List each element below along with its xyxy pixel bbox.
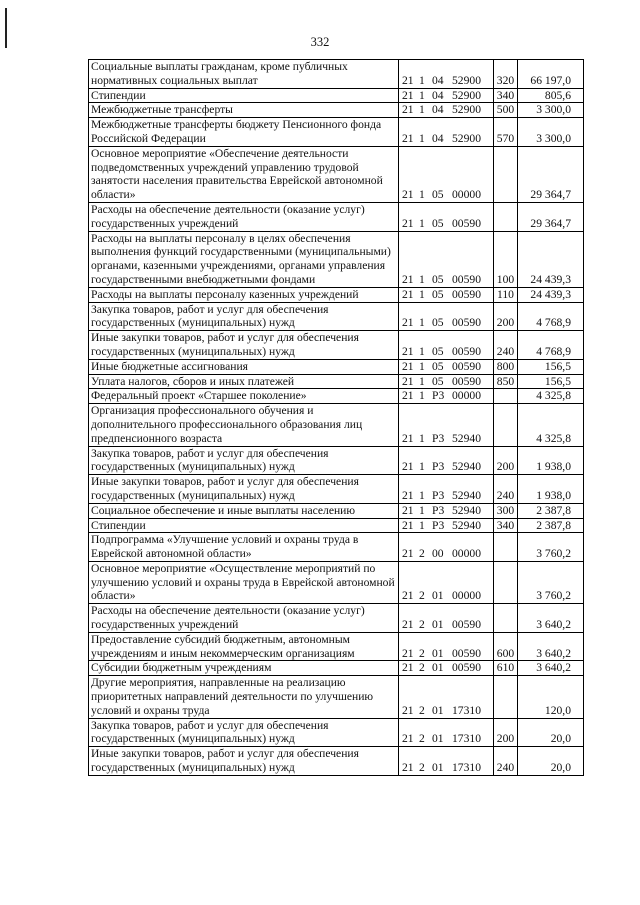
code-part: 21 — [402, 188, 414, 202]
target-code — [399, 533, 494, 562]
table-row — [89, 374, 584, 389]
row-name: Федеральный проект «Старшее поколение» — [89, 389, 399, 404]
code-part: 1 — [419, 518, 425, 532]
code-part: 05 — [432, 359, 444, 373]
code-part: 21 — [402, 374, 414, 388]
code-part: 21 — [402, 488, 414, 502]
expense-type: 800 — [494, 359, 518, 374]
target-code — [399, 202, 494, 231]
target-code — [399, 60, 494, 89]
code-part: 21 — [402, 646, 414, 660]
table-row — [89, 103, 584, 118]
code-part: 00000 — [452, 188, 481, 202]
code-part: 1 — [419, 503, 425, 517]
code-part: 00590 — [452, 316, 481, 330]
expense-type: 200 — [494, 718, 518, 747]
code-part: 00000 — [452, 547, 481, 561]
amount: 4 768,9 — [518, 302, 584, 331]
code-part: 21 — [402, 389, 414, 403]
amount: 20,0 — [518, 747, 584, 776]
table-row — [89, 518, 584, 533]
code-part: 1 — [419, 374, 425, 388]
row-name: Иные бюджетные ассигнования — [89, 359, 399, 374]
target-code — [399, 374, 494, 389]
code-part: 05 — [432, 344, 444, 358]
code-part: 00000 — [452, 389, 481, 403]
code-part: 2 — [419, 646, 425, 660]
code-part: 1 — [419, 272, 425, 286]
expense-type: 240 — [494, 747, 518, 776]
amount: 4 325,8 — [518, 404, 584, 446]
target-code — [399, 331, 494, 360]
expense-type — [494, 561, 518, 603]
row-name: Предоставление субсидий бюджетным, автономным учреждениям и иным некоммерческим организациям — [89, 632, 399, 661]
code-part: 00590 — [452, 287, 481, 301]
code-part: 2 — [419, 589, 425, 603]
target-code — [399, 632, 494, 661]
table-row — [89, 302, 584, 331]
code-part: 52940 — [452, 503, 481, 517]
amount: 156,5 — [518, 359, 584, 374]
code-part: 17310 — [452, 761, 481, 775]
code-part: 52940 — [452, 518, 481, 532]
target-code — [399, 118, 494, 147]
code-part: 17310 — [452, 732, 481, 746]
code-part: 21 — [402, 732, 414, 746]
table-row — [89, 287, 584, 302]
code-part: 1 — [419, 287, 425, 301]
code-part: 2 — [419, 547, 425, 561]
target-code — [399, 518, 494, 533]
table-row — [89, 331, 584, 360]
row-name: Иные закупки товаров, работ и услуг для обеспечения государственных (муниципальных) нужд — [89, 747, 399, 776]
code-part: 00000 — [452, 589, 481, 603]
code-part: 1 — [419, 344, 425, 358]
code-part: 21 — [402, 703, 414, 717]
target-code — [399, 146, 494, 202]
amount: 805,6 — [518, 88, 584, 103]
table-row — [89, 88, 584, 103]
table-row — [89, 604, 584, 633]
table-row — [89, 747, 584, 776]
budget-table-body — [89, 60, 584, 776]
code-part: 1 — [419, 431, 425, 445]
expense-type — [494, 389, 518, 404]
table-row — [89, 676, 584, 718]
amount: 3 640,2 — [518, 604, 584, 633]
amount: 4 325,8 — [518, 389, 584, 404]
code-part: 04 — [432, 88, 444, 102]
code-part: 00590 — [452, 359, 481, 373]
amount: 3 300,0 — [518, 103, 584, 118]
code-part: 21 — [402, 316, 414, 330]
amount: 1 938,0 — [518, 475, 584, 504]
code-part: 1 — [419, 103, 425, 117]
row-name: Расходы на обеспечение деятельности (оказание услуг) государственных учреждений — [89, 604, 399, 633]
row-name: Основное мероприятие «Обеспечение деятельности подведомственных учреждений управлению трудовой занятости населения правительства Еврейской автономной области» — [89, 146, 399, 202]
code-part: 05 — [432, 287, 444, 301]
row-name: Расходы на выплаты персоналу казенных учреждений — [89, 287, 399, 302]
code-part: 00 — [432, 547, 444, 561]
code-part: 21 — [402, 661, 414, 675]
amount: 3 640,2 — [518, 632, 584, 661]
code-part: 1 — [419, 188, 425, 202]
code-part: 04 — [432, 131, 444, 145]
table-row — [89, 60, 584, 89]
code-part: 21 — [402, 103, 414, 117]
table-row — [89, 632, 584, 661]
code-part: 05 — [432, 188, 444, 202]
code-part: 00590 — [452, 618, 481, 632]
code-part: 01 — [432, 703, 444, 717]
target-code — [399, 88, 494, 103]
row-name: Иные закупки товаров, работ и услуг для обеспечения государственных (муниципальных) нужд — [89, 475, 399, 504]
code-part: 1 — [419, 389, 425, 403]
code-part: 21 — [402, 73, 414, 87]
table-row — [89, 446, 584, 475]
expense-type: 110 — [494, 287, 518, 302]
target-code — [399, 404, 494, 446]
row-name: Социальные выплаты гражданам, кроме публичных нормативных социальных выплат — [89, 60, 399, 89]
expense-type — [494, 146, 518, 202]
table-row — [89, 503, 584, 518]
table-row — [89, 561, 584, 603]
expense-type: 100 — [494, 231, 518, 287]
code-part: 52900 — [452, 131, 481, 145]
code-part: 1 — [419, 216, 425, 230]
target-code — [399, 561, 494, 603]
amount: 66 197,0 — [518, 60, 584, 89]
code-part: 01 — [432, 646, 444, 660]
code-part: 1 — [419, 488, 425, 502]
expense-type: 570 — [494, 118, 518, 147]
code-part: 2 — [419, 761, 425, 775]
target-code — [399, 389, 494, 404]
expense-type: 340 — [494, 88, 518, 103]
amount: 29 364,7 — [518, 202, 584, 231]
code-part: 52900 — [452, 103, 481, 117]
code-part: 05 — [432, 216, 444, 230]
expense-type — [494, 533, 518, 562]
target-code — [399, 676, 494, 718]
code-part: 52900 — [452, 73, 481, 87]
row-name: Стипендии — [89, 518, 399, 533]
row-name: Стипендии — [89, 88, 399, 103]
code-part: 2 — [419, 618, 425, 632]
row-name: Подпрограмма «Улучшение условий и охраны труда в Еврейской автономной области» — [89, 533, 399, 562]
code-part: 52940 — [452, 460, 481, 474]
target-code — [399, 718, 494, 747]
table-row — [89, 661, 584, 676]
code-part: 00590 — [452, 661, 481, 675]
target-code — [399, 747, 494, 776]
code-part: P3 — [432, 389, 445, 403]
code-part: P3 — [432, 503, 445, 517]
code-part: 00590 — [452, 216, 481, 230]
target-code — [399, 103, 494, 118]
target-code — [399, 661, 494, 676]
row-name: Уплата налогов, сборов и иных платежей — [89, 374, 399, 389]
code-part: P3 — [432, 518, 445, 532]
table-row — [89, 533, 584, 562]
expense-type: 200 — [494, 302, 518, 331]
row-name: Иные закупки товаров, работ и услуг для обеспечения государственных (муниципальных) нужд — [89, 331, 399, 360]
table-row — [89, 118, 584, 147]
code-part: 05 — [432, 374, 444, 388]
code-part: 2 — [419, 661, 425, 675]
table-row — [89, 231, 584, 287]
code-part: 1 — [419, 460, 425, 474]
row-name: Социальное обеспечение и иные выплаты населению — [89, 503, 399, 518]
expense-type — [494, 676, 518, 718]
expense-type: 600 — [494, 632, 518, 661]
table-row — [89, 718, 584, 747]
table-row — [89, 389, 584, 404]
code-part: 21 — [402, 518, 414, 532]
table-row — [89, 146, 584, 202]
code-part: 1 — [419, 88, 425, 102]
amount: 3 760,2 — [518, 561, 584, 603]
expense-type: 500 — [494, 103, 518, 118]
code-part: 04 — [432, 103, 444, 117]
budget-table — [88, 59, 584, 776]
code-part: 21 — [402, 216, 414, 230]
code-part: 00590 — [452, 344, 481, 358]
target-code — [399, 359, 494, 374]
amount: 1 938,0 — [518, 446, 584, 475]
amount: 120,0 — [518, 676, 584, 718]
code-part: 1 — [419, 359, 425, 373]
row-name: Закупка товаров, работ и услуг для обеспечения государственных (муниципальных) нужд — [89, 302, 399, 331]
amount: 20,0 — [518, 718, 584, 747]
target-code — [399, 604, 494, 633]
target-code — [399, 231, 494, 287]
expense-type: 240 — [494, 475, 518, 504]
code-part: 21 — [402, 431, 414, 445]
amount: 4 768,9 — [518, 331, 584, 360]
expense-type: 340 — [494, 518, 518, 533]
table-row — [89, 202, 584, 231]
code-part: 21 — [402, 503, 414, 517]
target-code — [399, 446, 494, 475]
amount: 24 439,3 — [518, 287, 584, 302]
code-part: 01 — [432, 618, 444, 632]
table-row — [89, 359, 584, 374]
code-part: 01 — [432, 732, 444, 746]
row-name: Закупка товаров, работ и услуг для обеспечения государственных (муниципальных) нужд — [89, 718, 399, 747]
code-part: 52900 — [452, 88, 481, 102]
code-part: 01 — [432, 661, 444, 675]
code-part: 21 — [402, 344, 414, 358]
expense-type — [494, 604, 518, 633]
code-part: 01 — [432, 761, 444, 775]
expense-type: 240 — [494, 331, 518, 360]
row-name: Основное мероприятие «Осуществление мероприятий по улучшению условий и охраны труда в Еврейской автономной области» — [89, 561, 399, 603]
row-name: Расходы на выплаты персоналу в целях обеспечения выполнения функций государственными (муниципальными) органами, казенными учреждениями, органами управления государственными внебюджетными фондами — [89, 231, 399, 287]
code-part: P3 — [432, 460, 445, 474]
code-part: P3 — [432, 431, 445, 445]
amount: 3 760,2 — [518, 533, 584, 562]
code-part: 2 — [419, 703, 425, 717]
row-name: Расходы на обеспечение деятельности (оказание услуг) государственных учреждений — [89, 202, 399, 231]
target-code — [399, 287, 494, 302]
code-part: 21 — [402, 761, 414, 775]
table-row — [89, 475, 584, 504]
amount: 3 640,2 — [518, 661, 584, 676]
expense-type: 610 — [494, 661, 518, 676]
code-part: P3 — [432, 488, 445, 502]
code-part: 21 — [402, 272, 414, 286]
amount: 2 387,8 — [518, 503, 584, 518]
code-part: 21 — [402, 88, 414, 102]
code-part: 05 — [432, 316, 444, 330]
code-part: 21 — [402, 589, 414, 603]
expense-type: 300 — [494, 503, 518, 518]
expense-type: 320 — [494, 60, 518, 89]
code-part: 1 — [419, 73, 425, 87]
amount: 29 364,7 — [518, 146, 584, 202]
amount: 3 300,0 — [518, 118, 584, 147]
code-part: 00590 — [452, 272, 481, 286]
amount: 156,5 — [518, 374, 584, 389]
row-name: Закупка товаров, работ и услуг для обеспечения государственных (муниципальных) нужд — [89, 446, 399, 475]
row-name: Организация профессионального обучения и дополнительного профессионального образования лиц предпенсионного возраста — [89, 404, 399, 446]
code-part: 1 — [419, 131, 425, 145]
expense-type — [494, 202, 518, 231]
amount: 24 439,3 — [518, 231, 584, 287]
code-part: 21 — [402, 460, 414, 474]
code-part: 04 — [432, 73, 444, 87]
row-name: Межбюджетные трансферты бюджету Пенсионного фонда Российской Федерации — [89, 118, 399, 147]
expense-type — [494, 404, 518, 446]
expense-type: 850 — [494, 374, 518, 389]
target-code — [399, 503, 494, 518]
table-row — [89, 404, 584, 446]
code-part: 52940 — [452, 488, 481, 502]
code-part: 1 — [419, 316, 425, 330]
row-name: Межбюджетные трансферты — [89, 103, 399, 118]
code-part: 00590 — [452, 646, 481, 660]
expense-type: 200 — [494, 446, 518, 475]
target-code — [399, 475, 494, 504]
target-code — [399, 302, 494, 331]
code-part: 00590 — [452, 374, 481, 388]
code-part: 17310 — [452, 703, 481, 717]
code-part: 52940 — [452, 431, 481, 445]
code-part: 21 — [402, 287, 414, 301]
code-part: 05 — [432, 272, 444, 286]
row-name: Субсидии бюджетным учреждениям — [89, 661, 399, 676]
amount: 2 387,8 — [518, 518, 584, 533]
row-name: Другие мероприятия, направленные на реализацию приоритетных направлений деятельности по улучшению условий и охраны труда — [89, 676, 399, 718]
code-part: 21 — [402, 618, 414, 632]
code-part: 2 — [419, 732, 425, 746]
code-part: 01 — [432, 589, 444, 603]
page-number: 332 — [310, 35, 330, 49]
code-part: 21 — [402, 131, 414, 145]
code-part: 21 — [402, 359, 414, 373]
code-part: 21 — [402, 547, 414, 561]
